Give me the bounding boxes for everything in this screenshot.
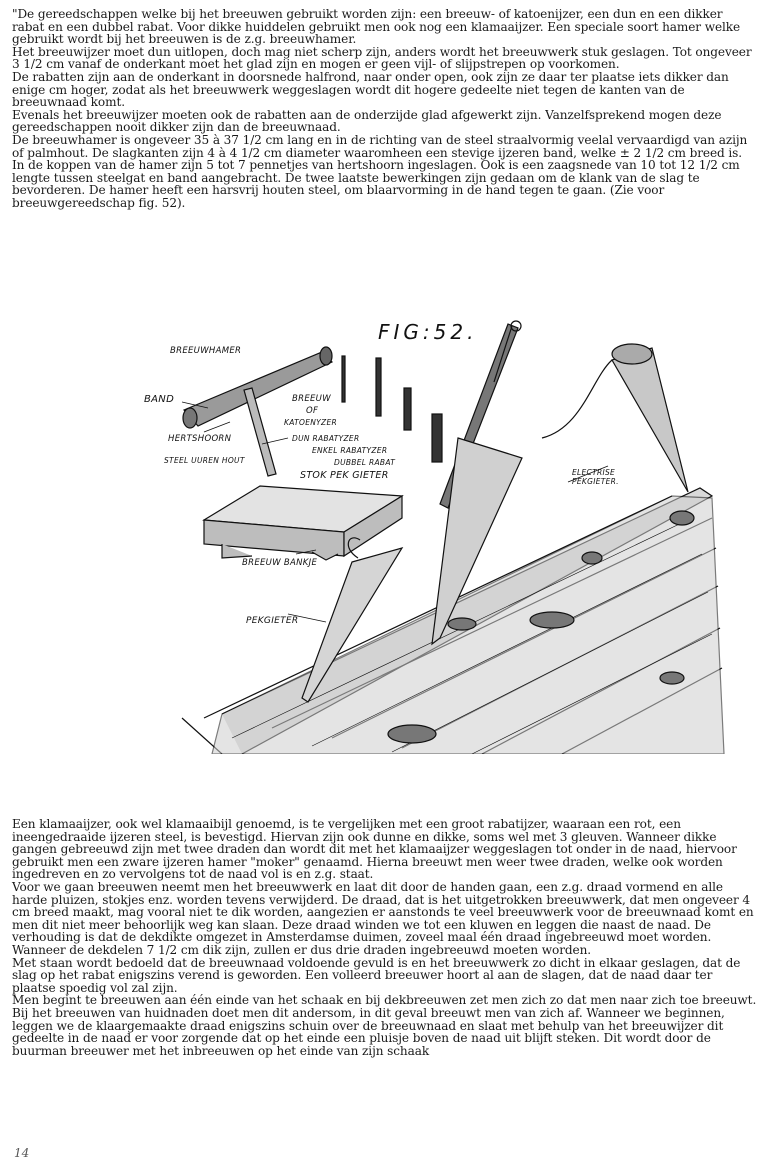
paragraph: Men begint te breeuwen aan één einde van het schaak en bij dekbreeuwen zet men zich zo dat men naar zich toe breeuwt. Bij het breeuwen van huidnaden doet men dit andersom, in dit geval breeuwt men van zich af. Wanneer we beginnen, leggen we de klaargemaakte draad enigszins schuin over de breeuwnaad en slaat met behulp van het breeuwijzer dit gedeelte in de naad er voor zorgende dat op het einde een pluisje boven de naad uit blijft steken. Dit wordt door de buurman breeuwer met het inbreeuwen op het einde van zijn schaak	[12, 993, 757, 1058]
label-band: BAND	[144, 394, 175, 405]
tools-drawing	[112, 318, 732, 754]
paragraph: Voor we gaan breeuwen neemt men het breeuwwerk en laat dit door de handen gaan, een z.g. draad vormend en alle harde pluizen, stokjes enz. worden tevens verwijderd. De draad, dat is het uitgetrokken breeuwwerk, dat men ongeveer 4 cm breed maakt, mag vooral niet te dik worden, aangezien er aanstonds te veel breeuwwerk voor de breeuwnaad komt en men dit niet meer behoorlijk weg kan slaan. Deze draad winden we tot een kluwen en leggen die naast de naad. De verhouding is dat de dekdikte omgezet in Amsterdamse duimen, zoveel maal één draad ingebreeuwd moet worden. Wanneer de dekdelen 7 1/2 cm dik zijn, zullen er dus drie draden ingebreeuwd moeten worden.	[12, 879, 754, 957]
paragraph: De rabatten zijn aan de onderkant in doorsnede halfrond, naar onder open, ook zijn ze daar ter plaatse iets dikker dan enige cm hoger, zodat als het breeuwwerk weggeslagen wordt dit hogere gedeelte niet tegen de kanten van de breeuwnaad komt.	[12, 69, 729, 110]
figure-title: FIG:52.	[378, 320, 478, 344]
body-text	[12, 818, 758, 1057]
paragraph: Een klamaaijzer, ook wel klamaaibijl genoemd, is te vergelijken met een groot rabatijzer, waaraan een rot, een ineengedraaide ijzeren steel, is bevestigd. Hiervan zijn ook dunne en dikke, soms wel met 3 gleuven. Wanneer dikke gangen gebreeuwd zijn met twee draden dan wordt dit met het klamaaijzer weggeslagen tot onder in de naad, hiervoor gebruikt men een zware ijzeren hamer "moker" genaamd. Hierna breeuwt men weer twee draden, welke ook worden ingedreven en zo vervolgens tot de naad vol is en z.g. staat.	[12, 817, 737, 882]
paragraph: Evenals het breeuwijzer moeten ook de rabatten aan de onderzijde glad afgewerkt zijn. Vanzelfsprekend mogen deze gereedschappen nooit dikker zijn dan de breeuwnaad.	[12, 107, 722, 135]
intro-text	[12, 8, 758, 210]
figure-52-illustration	[112, 318, 732, 754]
label-dun-rabat: DUN RABATYZER	[292, 434, 360, 443]
label-breeuw: BREEUW	[292, 394, 331, 404]
label-pekgieter-electric: PEKGIETER.	[572, 477, 619, 486]
paragraph: Het breeuwijzer moet dun uitlopen, doch mag niet scherp zijn, anders wordt het breeuwwerk stuk geslagen. Tot ongeveer 3 1/2 cm vanaf de onderkant moet het glad zijn en mogen er geen vijl- of slijpstrepen op voorkomen.	[12, 44, 752, 72]
label-breeuwhamer: BREEUWHAMER	[170, 346, 242, 356]
label-stok-pek-gieter: STOK PEK GIETER	[300, 470, 389, 481]
label-enkel-rabat: ENKEL RABATYZER	[312, 446, 388, 455]
paragraph: De breeuwhamer is ongeveer 35 à 37 1/2 cm lang en in de richting van de steel straalvormig veelal vervaardigd van azijn of palmhout. De slagkanten zijn 4 à 4 1/2 cm diameter waaromheen een stevige ijzeren band, welke ± 2 1/2 cm breed is. In de koppen van de hamer zijn 5 tot 7 pennetjes van hertshoorn ingeslagen. Ook is een zaagsnede van 10 tot 12 1/2 cm lengte tussen steelgat en band aangebracht. De twee laatste bewerkingen zijn gedaan om de klank van de slag te bevorderen. De hamer heeft een harsvrij houten steel, om blaarvorming in de hand tegen te gaan. (Zie voor breeuwgereedschap fig. 52).	[12, 132, 748, 210]
label-of: OF	[306, 406, 319, 416]
page-number: 14	[14, 1146, 30, 1160]
label-breeuw-bankje: BREEUW BANKJE	[242, 558, 318, 568]
paragraph: Met staan wordt bedoeld dat de breeuwnaad voldoende gevuld is en het breeuwwerk zo dicht in elkaar geslagen, dat de slag op het rabat enigszins verend is geworden. Een volleerd breeuwer hoort al aan de slagen, dat de naad daar ter plaatse spoedig vol zal zijn.	[12, 955, 741, 995]
caulking-bench	[204, 486, 402, 560]
label-pekgieter: PEKGIETER	[246, 616, 299, 626]
label-dubbel-rabat: DUBBEL RABAT	[334, 458, 396, 467]
label-steel: STEEL UUREN HOUT	[164, 456, 245, 465]
paragraph: "De gereedschappen welke bij het breeuwen gebruikt worden zijn: een breeuw- of katoenijzer, een dun en een dikker rabat en een dubbel rabat. Voor dikke huiddelen gebruikt men ook nog een klamaaijzer. Een speciale soort hamer welke gebruikt wordt bij het breeuwen is de z.g. breeuwhamer.	[12, 7, 741, 47]
label-hertshoorn: HERTSHOORN	[168, 434, 232, 444]
label-katoenyzer: KATOENYZER	[284, 418, 338, 427]
label-electrise: ELECTRISE	[572, 468, 616, 477]
